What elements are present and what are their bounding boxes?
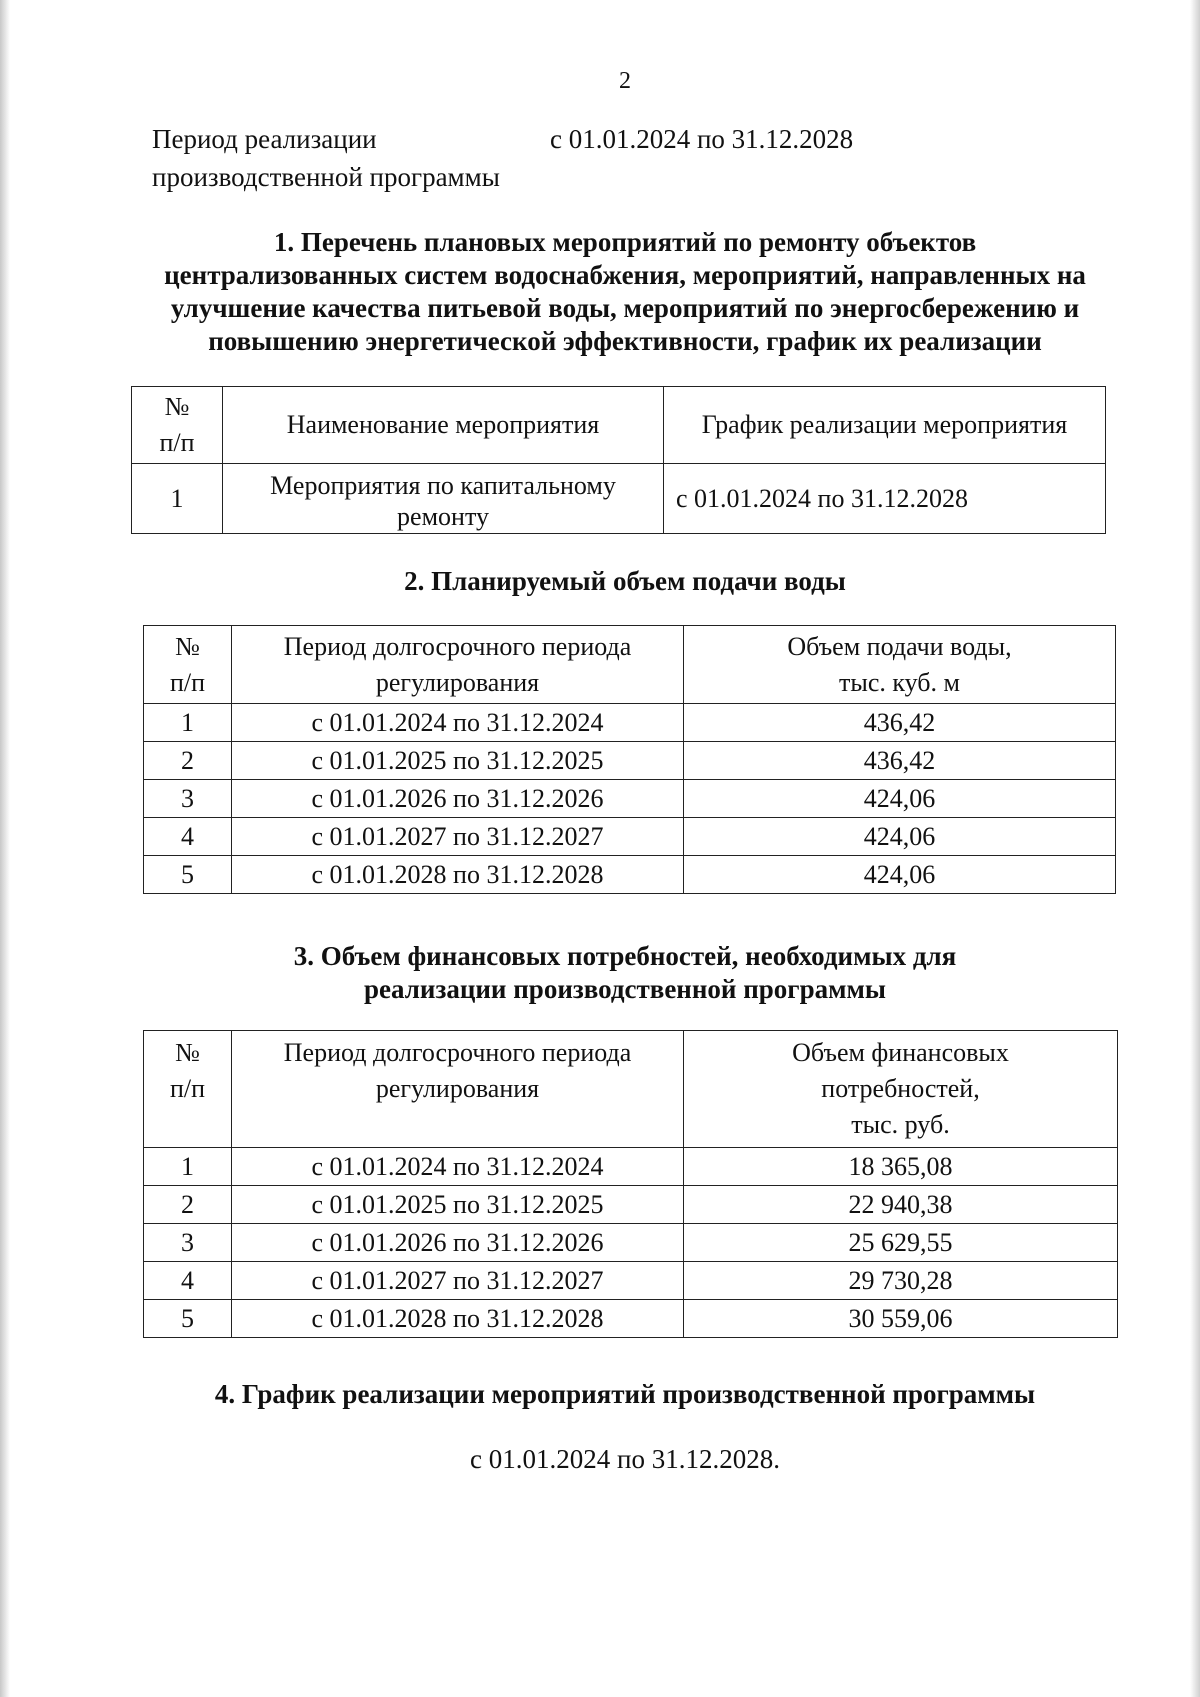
table-header-row — [132, 387, 1106, 464]
period-label-line2: производственной программы — [152, 162, 500, 192]
activities-table — [131, 386, 1106, 534]
row-finance: 18 365,08 — [684, 1148, 1118, 1186]
row-num: 1 — [132, 464, 223, 534]
section3-title-line: реализации производственной программы — [364, 974, 886, 1004]
row-period: с 01.01.2026 по 31.12.2026 — [232, 780, 684, 818]
page-number: 2 — [619, 68, 631, 94]
table-header-row — [144, 1031, 1118, 1148]
row-finance: 25 629,55 — [684, 1224, 1118, 1262]
table-row — [144, 1148, 1118, 1186]
row-finance: 29 730,28 — [684, 1262, 1118, 1300]
table-row — [144, 1186, 1118, 1224]
row-num: 3 — [144, 1224, 232, 1262]
period-label — [152, 120, 500, 196]
table-header-row — [144, 626, 1116, 704]
row-period: с 01.01.2024 по 31.12.2024 — [232, 704, 684, 742]
row-period: с 01.01.2025 по 31.12.2025 — [232, 1186, 684, 1224]
row-num: 5 — [144, 1300, 232, 1338]
header-num: № п/п — [132, 387, 223, 464]
section4-value: с 01.01.2024 по 31.12.2028. — [470, 1444, 780, 1474]
row-num: 2 — [144, 742, 232, 780]
header-period: Период долгосрочного периода регулирования — [232, 1031, 684, 1148]
row-num: 5 — [144, 856, 232, 894]
header-schedule: График реализации мероприятия — [664, 387, 1106, 464]
financial-needs-table — [143, 1030, 1118, 1338]
row-period: с 01.01.2027 по 31.12.2027 — [232, 818, 684, 856]
row-volume: 436,42 — [684, 704, 1116, 742]
row-volume: 436,42 — [684, 742, 1116, 780]
section1-title-line: повышению энергетической эффективности, график их реализации — [208, 326, 1042, 356]
row-num: 2 — [144, 1186, 232, 1224]
row-period: с 01.01.2027 по 31.12.2027 — [232, 1262, 684, 1300]
header-volume: Объем подачи воды, тыс. куб. м — [684, 626, 1116, 704]
row-period: с 01.01.2028 по 31.12.2028 — [232, 856, 684, 894]
section2-title: 2. Планируемый объем подачи воды — [404, 566, 846, 596]
row-num: 3 — [144, 780, 232, 818]
table-row — [144, 1262, 1118, 1300]
row-finance: 22 940,38 — [684, 1186, 1118, 1224]
header-finance: Объем финансовых потребностей, тыс. руб. — [684, 1031, 1118, 1148]
row-schedule: с 01.01.2024 по 31.12.2028 — [664, 464, 1106, 534]
row-volume: 424,06 — [684, 780, 1116, 818]
table-row — [132, 464, 1106, 534]
section1-title — [0, 226, 1200, 358]
header-period: Период долгосрочного периода регулирования — [232, 626, 684, 704]
row-name: Мероприятия по капитальному ремонту — [223, 464, 664, 534]
table-row — [144, 704, 1116, 742]
header-num: № п/п — [144, 1031, 232, 1148]
row-num: 1 — [144, 704, 232, 742]
section3-title — [0, 940, 1200, 1006]
section1-title-line: централизованных систем водоснабжения, мероприятий, направленных на — [164, 260, 1086, 290]
row-period: с 01.01.2024 по 31.12.2024 — [232, 1148, 684, 1186]
table-row — [144, 856, 1116, 894]
table-row — [144, 1300, 1118, 1338]
table-row — [144, 742, 1116, 780]
period-label-line1: Период реализации — [152, 124, 377, 154]
period-value: с 01.01.2024 по 31.12.2028 — [550, 124, 854, 154]
header-num: № п/п — [144, 626, 232, 704]
row-volume: 424,06 — [684, 856, 1116, 894]
row-period: с 01.01.2025 по 31.12.2025 — [232, 742, 684, 780]
header-name: Наименование мероприятия — [223, 387, 664, 464]
row-num: 1 — [144, 1148, 232, 1186]
row-finance: 30 559,06 — [684, 1300, 1118, 1338]
table-row — [144, 780, 1116, 818]
section1-title-line: улучшение качества питьевой воды, мероприятий по энергосбережению и — [170, 293, 1080, 323]
section1-title-line: 1. Перечень плановых мероприятий по ремонту объектов — [273, 227, 977, 257]
section4-title: 4. График реализации мероприятий производственной программы — [214, 1379, 1036, 1409]
row-period: с 01.01.2028 по 31.12.2028 — [232, 1300, 684, 1338]
water-volume-table — [143, 625, 1116, 894]
table-row — [144, 1224, 1118, 1262]
row-volume: 424,06 — [684, 818, 1116, 856]
row-num: 4 — [144, 818, 232, 856]
row-period: с 01.01.2026 по 31.12.2026 — [232, 1224, 684, 1262]
table-row — [144, 818, 1116, 856]
section3-title-line: 3. Объем финансовых потребностей, необходимых для — [293, 941, 957, 971]
row-num: 4 — [144, 1262, 232, 1300]
